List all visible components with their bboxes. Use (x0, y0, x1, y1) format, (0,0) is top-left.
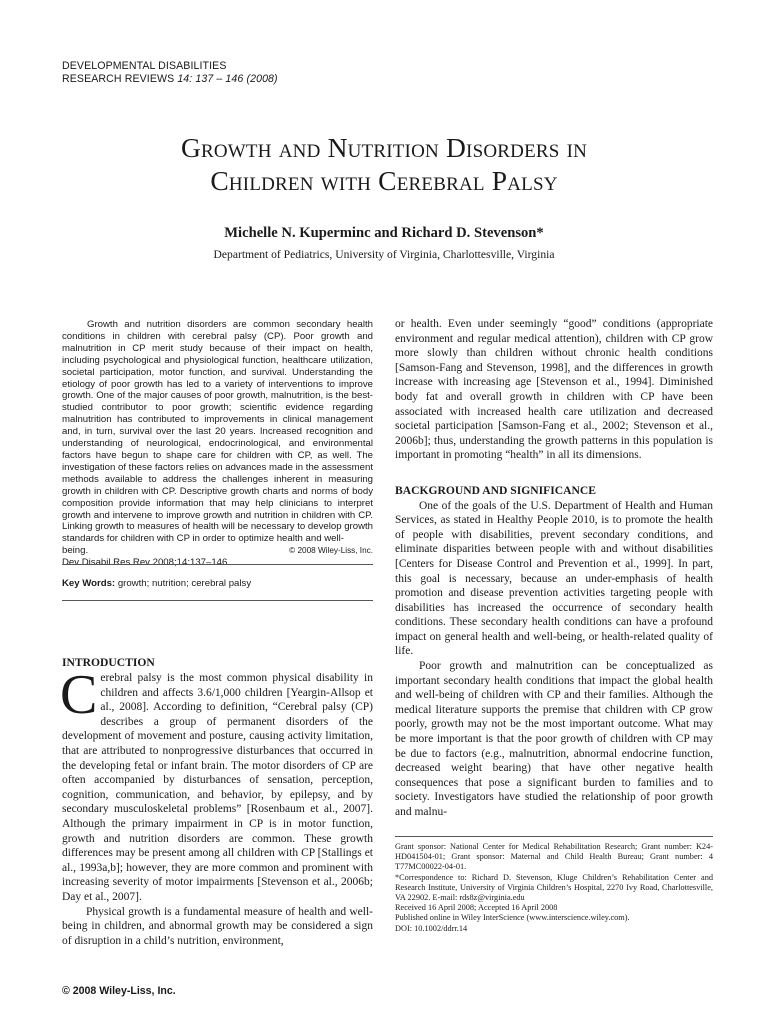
abstract-citation: Dev Disabil Res Rev 2008;14:137–146. (62, 557, 230, 569)
journal-name-line2: RESEARCH REVIEWS (62, 73, 175, 85)
drop-cap: C (60, 664, 98, 726)
intro-paragraph-1 (60, 664, 373, 905)
keywords-top-rule (62, 564, 373, 565)
intro-section (60, 664, 373, 948)
journal-name-line1: DEVELOPMENTAL DISABILITIES (62, 60, 227, 72)
doi-note: DOI: 10.1002/ddrr.14 (395, 923, 468, 933)
title-line2: Children with Cerebral Palsy (210, 165, 558, 196)
journal-name-line2-row (62, 73, 278, 86)
abstract-copyright: © 2008 Wiley-Liss, Inc. (289, 546, 373, 556)
intro-p1-text: erebral palsy is the most common physical disability in children and affects 3.6/1,000 children [Yeargin-Allsop et al., 2008]. According to definition, “Cerebral palsy (CP) describes a group of permanent disorders of the development of movement and posture, causing activity limitation, that are attributed to nonprogressive disturbances that occurred in the developing fetal or infant brain. The motor disorders of CP are often accompanied by disturbances of sensation, perception, cognition, communication, and behavior, by epilepsy, and by secondary musculoskeletal problems” [Rosenbaum et al., 2007]. Although the primary impairment in CP is in motor function, growth and nutrition disorders are common. These growth differences may be present among all children with CP [Stallings et al., 1993a,b]; however, they are more common and prominent with increasing severity of motor impairments [Stevenson et al., 2006b; Day et al., 2007]. (62, 672, 373, 903)
col2-paragraph-3: Poor growth and malnutrition can be conceptualized as important secondary health conditions that impact the global health and well-being of children with CP and their families. Although the medical literature supports the premise that children with CP grow poorly, growth may not be the most important outcome. What may be more important is that the poor growth of children with CP may be due to factors (e.g., malnutrition, abnormal endocrine function, decreased weight bearing) that have other negative health consequences that pose a significant burden to families and to society. Investigators have studied the relationship of poor growth and malnu- (395, 660, 713, 818)
article-title (0, 131, 768, 197)
footer-copyright: © 2008 Wiley-Liss, Inc. (62, 985, 176, 997)
abstract-last-line (62, 545, 373, 557)
journal-volume: 14: 137 – 146 (2008) (177, 73, 278, 85)
col2-paragraph-2: One of the goals of the U.S. Department of Health and Human Services, as stated in Healthy People 2010, is to promote the health of people with disabilities, prevent secondary conditions, and eliminate disparities between people with and without disabilities [Centers for Disease Control and Prevention et al., 1999]. In part, this goal is necessary, because an under-emphasis of health promotion and disease prevention activities targeting people with disabilities has increased the occurrence of secondary health conditions. These secondary health conditions can have a profound impact on general health and well-being, or health-related quality of life. (395, 499, 713, 658)
footnotes (395, 836, 713, 934)
right-column (395, 317, 713, 820)
keywords (62, 578, 251, 589)
published-note: Published online in Wiley InterScience (www.interscience.wiley.com). (395, 913, 630, 923)
keywords-label: Key Words: (62, 578, 116, 589)
correspondence-note: *Correspondence to: Richard D. Stevenson, Kluge Children’s Rehabilitation Center and Research Institute, University of Virginia Children’s Hospital, 2270 Ivy Road, Charlottesville, VA 22902. E-mail: rds8z@virginia.edu (395, 872, 713, 903)
title-line1: Growth and Nutrition Disorders in (180, 132, 588, 163)
background-heading: BACKGROUND AND SIGNIFICANCE (395, 483, 596, 497)
col2-paragraph-1: or health. Even under seemingly “good” conditions (appropriate environment and regular medical attention), children with CP grow more slowly than children without chronic health conditions [Samson-Fang and Stevenson, 1998], and the differences in growth increase with increasing age [Stevenson et al., 1994]. Diminished body fat and overall growth in children with CP have been associated with increased health care utilization and decreased societal participation [Samson-Fang et al., 2002; Stevenson et al., 2006b]; thus, understanding the growth patterns in this population is important in promoting “health” in all its dimensions. (395, 318, 713, 462)
keywords-text: growth; nutrition; cerebral palsy (117, 578, 252, 589)
intro-heading: INTRODUCTION (62, 656, 155, 669)
grant-note: Grant sponsor: National Center for Medical Rehabilitation Research; Grant number: K24-HD041504-01; Grant sponsor: Maternal and Child Health Bureau; Grant number: 4 T77MC00022-04-01. (395, 842, 713, 872)
intro-paragraph-2: Physical growth is a fundamental measure of health and well-being in children, and abnormal growth may be considered a sign of disruption in a child’s nutrition, environment, (62, 905, 373, 947)
abstract (62, 319, 373, 569)
abstract-body: Growth and nutrition disorders are common secondary health conditions in children with cerebral palsy (CP). Poor growth and malnutrition in CP merit study because of their impact on health, including psychological and physiological function, healthcare utilization, societal participation, motor function, and survival. Understanding the etiology of poor growth has led to a variety of interventions to improve growth. One of the major causes of poor growth, malnutrition, is the best-studied contributor to poor growth; scientific evidence regarding malnutrition has contributed to improvements in clinical management and, in turn, survival over the last 20 years. Increased recognition and understanding of neurological, endocrinological, and environmental factors have begun to shape care for children with CP, as well. The investigation of these factors relies on advances made in the assessment methods available to address the challenges inherent in measuring growth in children with CP. Descriptive growth charts and norms of body composition provide information that may help clinicians to interpret growth and intervene to improve growth and nutrition in children with CP. Linking growth to measures of health will be necessary to develop growth standards for children with CP in order to optimize health and well- (62, 319, 373, 545)
received-note: Received 16 April 2008; Accepted 16 April 2008 (395, 903, 558, 913)
journal-header (62, 60, 278, 86)
abstract-last-word: being. (62, 545, 89, 557)
affiliation: Department of Pediatrics, University of Virginia, Charlottesville, Virginia (213, 248, 555, 261)
keywords-bottom-rule (62, 600, 373, 601)
authors: Michelle N. Kuperminc and Richard D. Stevenson* (224, 225, 544, 241)
